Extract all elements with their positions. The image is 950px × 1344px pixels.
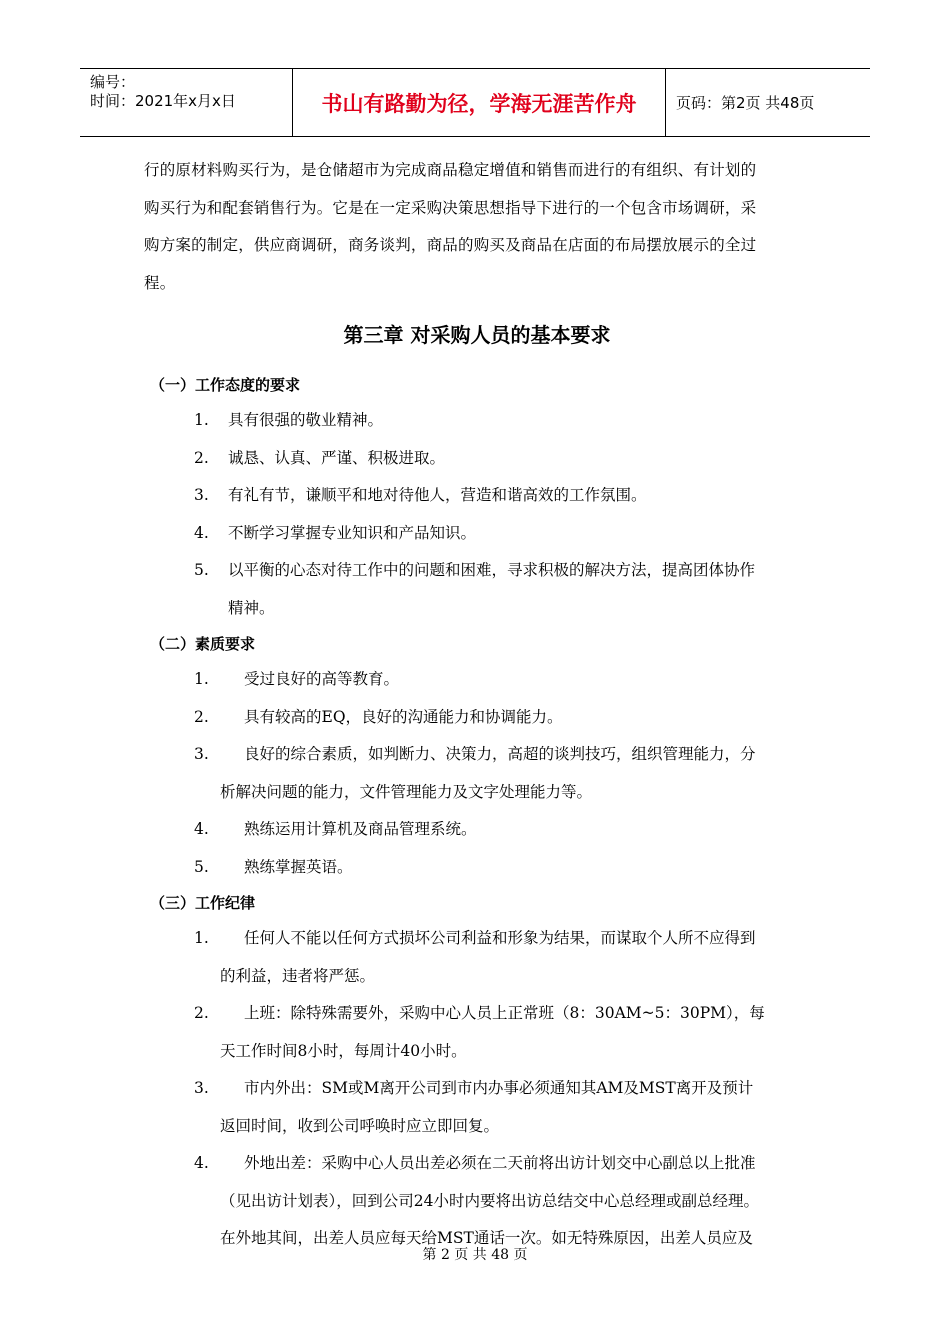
date-label: 时间：2021年x月x日 [90, 92, 236, 110]
section-title: （二）素质要求 [150, 635, 256, 653]
item-text: 以平衡的心态对待工作中的问题和困难，寻求积极的解决方法，提高团体协作 [228, 561, 756, 579]
header-meta [80, 69, 293, 136]
item-text: 不断学习掌握专业知识和产品知识。 [228, 523, 477, 542]
list-item [144, 849, 810, 887]
header-motto: 书山有路勤为径，学海无涯苦作舟 [293, 69, 666, 136]
item-text-continued: 返回时间，收到公司呼唤时应立即回复。 [220, 1116, 500, 1135]
item-number: 2. [194, 448, 209, 467]
item-number: 3. [194, 1079, 209, 1097]
item-number: 5. [194, 561, 209, 579]
item-number: 1. [194, 411, 209, 429]
item-number: 2. [194, 1004, 209, 1022]
list-item [144, 515, 810, 553]
list-item [144, 1145, 810, 1258]
item-text: 市内外出：SM或M离开公司到市内办事必须通知其AM及MST离开及预计 [244, 1079, 754, 1097]
item-text: 熟练掌握英语。 [244, 857, 353, 876]
item-number: 1. [194, 670, 209, 688]
item-number: 4. [194, 1154, 209, 1172]
item-number: 2. [194, 707, 209, 726]
intro-line: 购买行为和配套销售行为。它是在一定采购决策思想指导下进行的一个包含市场调研，采 [144, 198, 757, 217]
list-item [144, 661, 810, 699]
item-text: 受过良好的高等教育。 [244, 670, 400, 688]
item-text: 熟练运用计算机及商品管理系统。 [244, 820, 477, 838]
list-item [144, 477, 810, 515]
section-list [144, 661, 810, 886]
item-text: 任何人不能以任何方式损坏公司利益和形象为结果，而谋取个人所不应得到 [244, 929, 756, 947]
item-text-continued: 的利益，违者将严惩。 [220, 966, 376, 985]
section-list [144, 402, 810, 627]
intro-paragraph [144, 152, 810, 302]
list-item [144, 1070, 810, 1145]
item-text-continued: 析解决问题的能力，文件管理能力及文字处理能力等。 [220, 782, 593, 801]
item-text-continued: 精神。 [228, 598, 275, 617]
item-number: 3. [194, 745, 209, 763]
list-item [144, 811, 810, 849]
intro-line: 购方案的制定，供应商调研，商务谈判，商品的购买及商品在店面的布局摆放展示的全过 [144, 236, 757, 254]
item-text: 上班：除特殊需要外，采购中心人员上正常班（8：30AM~5：30PM），每 [244, 1004, 765, 1022]
chapter-title: 第三章 对采购人员的基本要求 [343, 323, 611, 347]
page-footer: 第 2 页 共 48 页 [422, 1247, 528, 1263]
intro-line: 行的原材料购买行为，是仓储超市为完成商品稳定增值和销售而进行的有组织、有计划的 [144, 161, 757, 179]
item-number: 3. [194, 486, 209, 504]
list-item [144, 995, 810, 1070]
section-title: （三）工作纪律 [150, 894, 256, 912]
header-page-label: 页码：第2页 共48页 [676, 94, 815, 112]
item-text: 诚恳、认真、严谨、积极进取。 [228, 448, 446, 467]
item-text: 良好的综合素质，如判断力、决策力，高超的谈判技巧，组织管理能力，分 [244, 745, 756, 763]
list-item [144, 699, 810, 737]
item-text: 外地出差：采购中心人员出差必须在二天前将出访计划交中心副总以上批准 [244, 1154, 756, 1172]
list-item [144, 440, 810, 478]
item-number: 5. [194, 857, 209, 876]
item-text-continued: 在外地其间，出差人员应每天给MST通话一次。如无特殊原因，出差人员应及 [220, 1229, 753, 1247]
item-text: 具有较高的EQ，良好的沟通能力和协调能力。 [244, 707, 563, 726]
list-item [144, 552, 810, 627]
page-content [144, 152, 810, 1258]
item-text: 有礼有节，谦顺平和地对待他人，营造和谐高效的工作氛围。 [228, 486, 647, 504]
section-list [144, 920, 810, 1258]
item-text-continued: （见出访计划表），回到公司24小时内要将出访总结交中心总经理或副总经理。 [220, 1191, 759, 1210]
code-label: 编号： [90, 73, 136, 91]
document-header [80, 68, 870, 137]
intro-line: 程。 [144, 273, 176, 292]
item-text: 具有很强的敬业精神。 [228, 411, 384, 429]
item-number: 4. [194, 820, 209, 838]
list-item [144, 920, 810, 995]
section-title: （一）工作态度的要求 [150, 376, 301, 394]
list-item [144, 736, 810, 811]
list-item [144, 402, 810, 440]
item-number: 4. [194, 523, 209, 542]
item-number: 1. [194, 929, 209, 947]
item-text-continued: 天工作时间8小时，每周计40小时。 [220, 1041, 467, 1060]
